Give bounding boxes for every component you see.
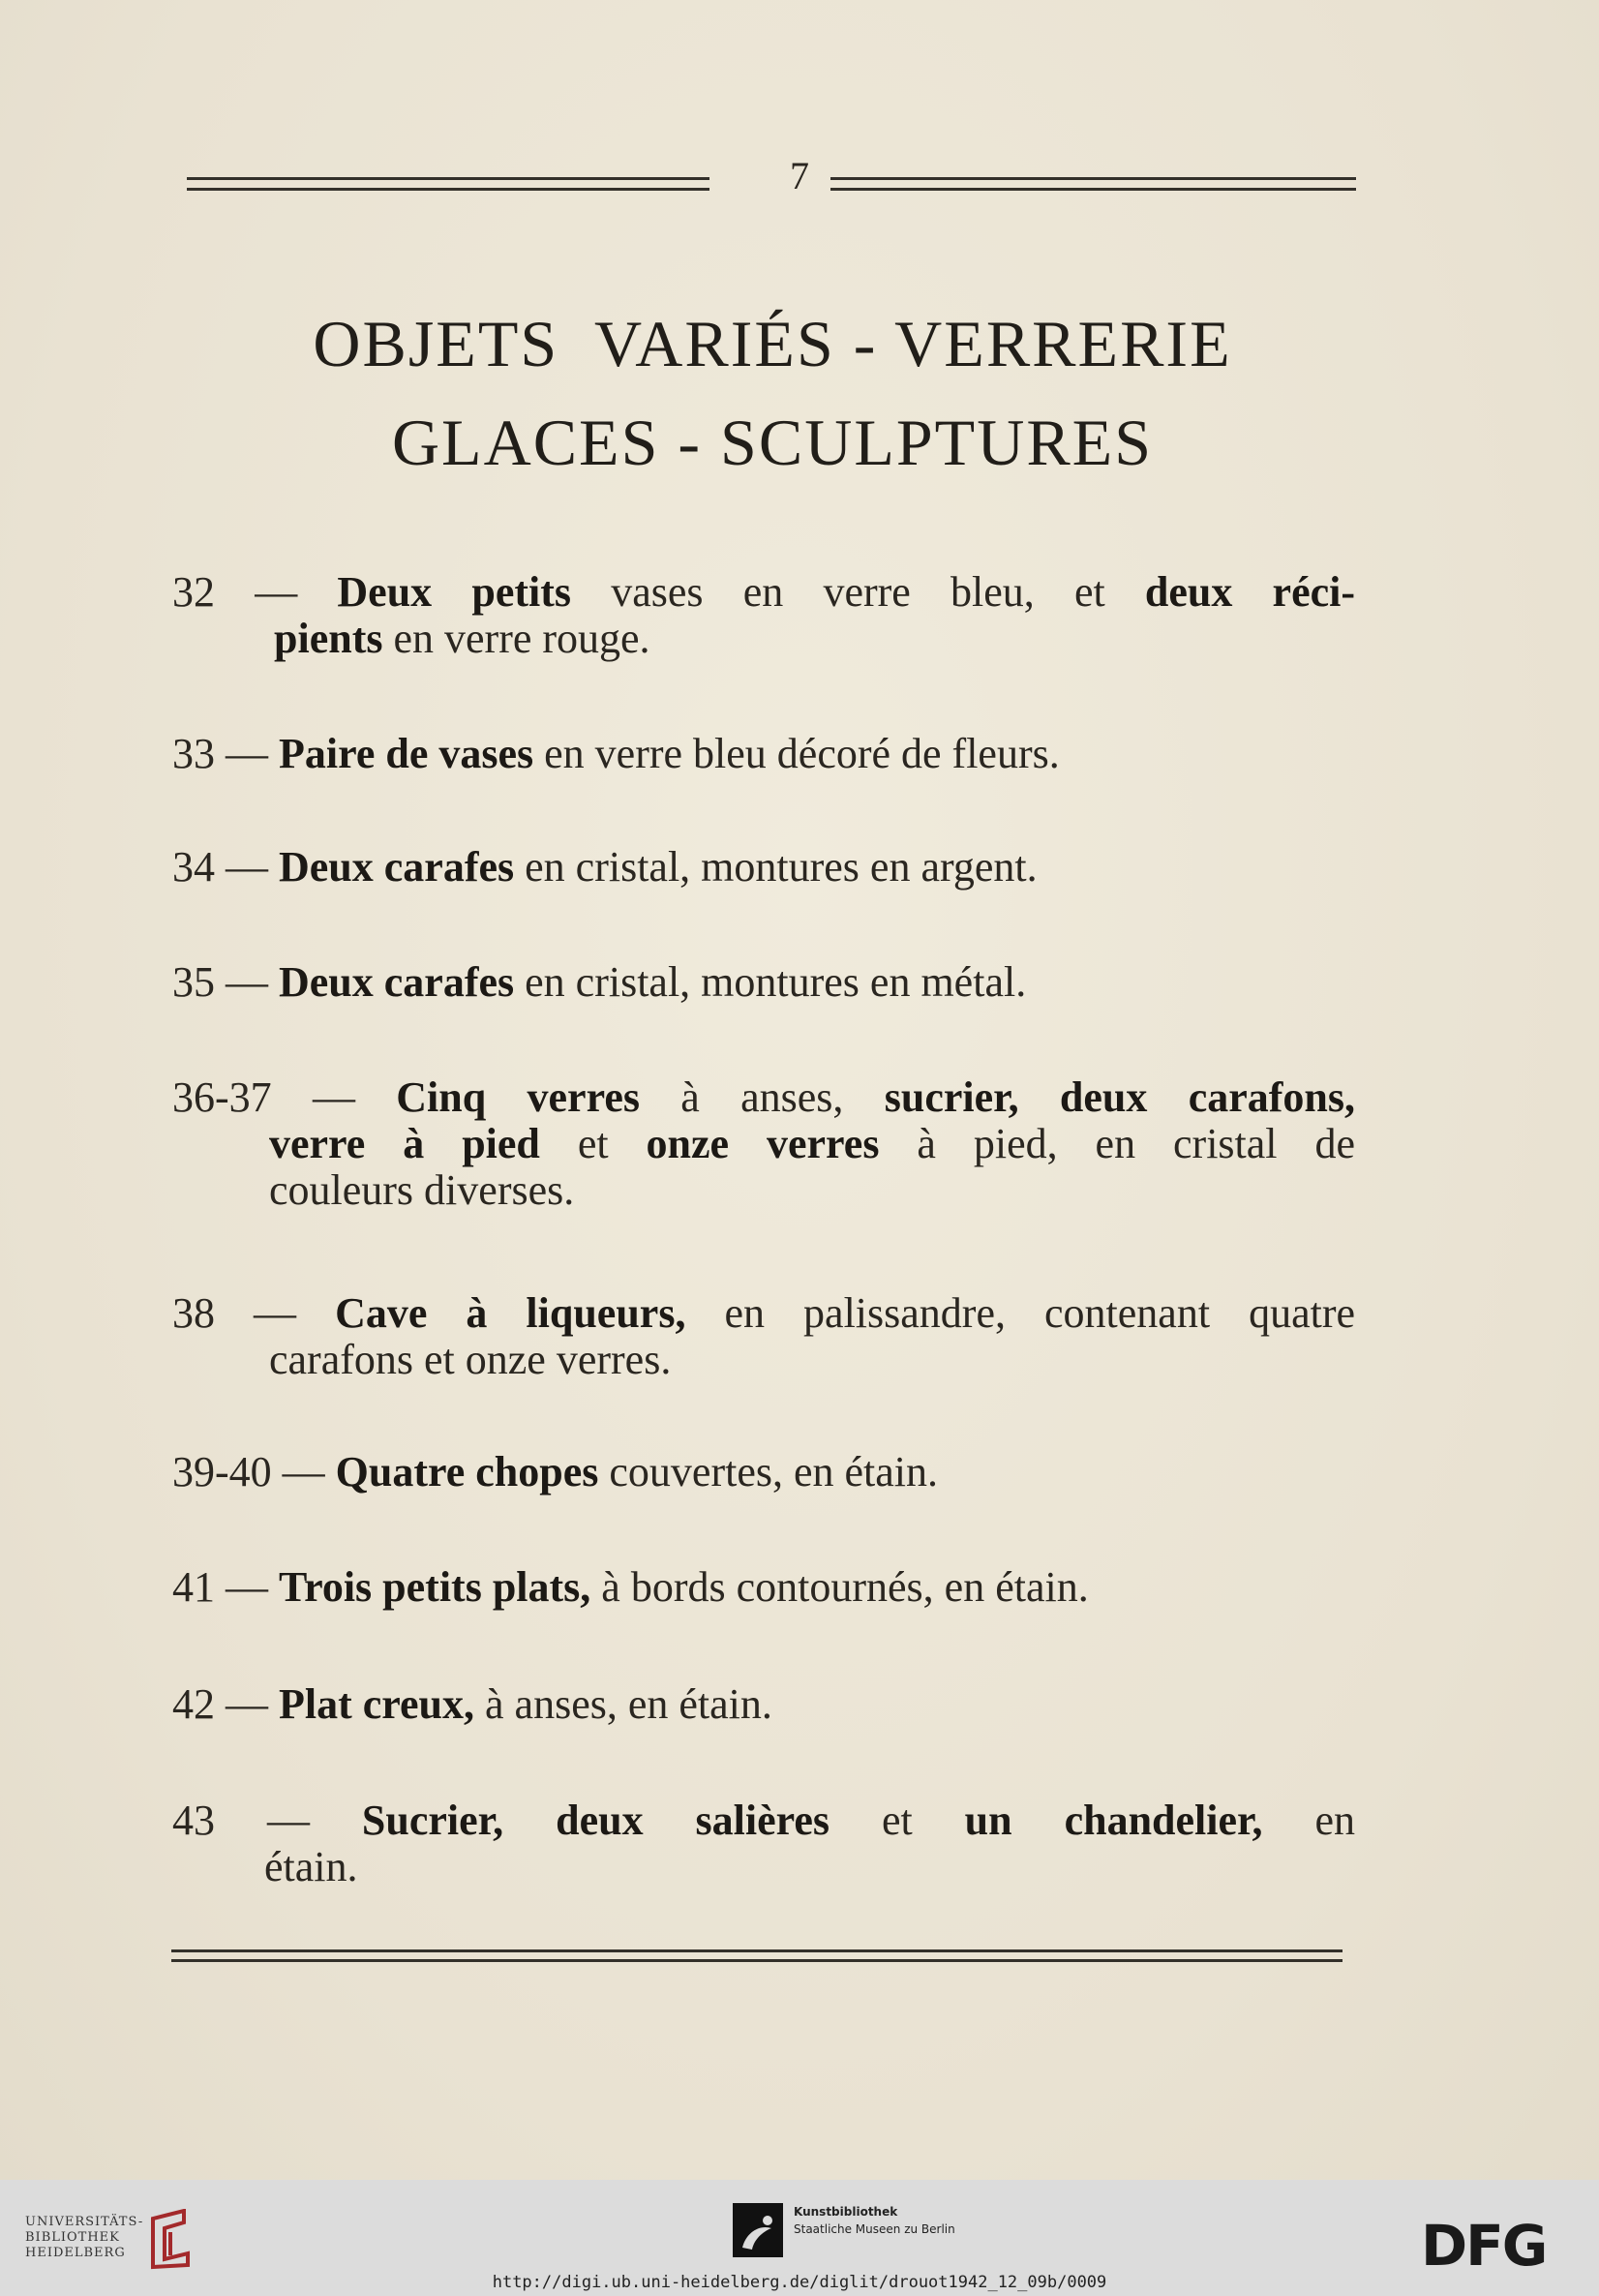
section-title-line-1: OBJETS VARIÉS - VERRERIE bbox=[313, 307, 1232, 380]
lot-entry-first-line bbox=[172, 1798, 1355, 1844]
lot-number: 41 bbox=[172, 1563, 215, 1611]
university-library-logo-icon bbox=[145, 2209, 194, 2273]
lot-entry-first-line bbox=[172, 1074, 1355, 1121]
digitization-footer bbox=[0, 2180, 1599, 2296]
lot-number: 33 bbox=[172, 730, 215, 777]
lot-entry bbox=[172, 731, 1355, 777]
lot-description: étain. bbox=[264, 1843, 358, 1890]
lot-object-name: onze verres bbox=[646, 1120, 880, 1167]
kunstbibliothek-logo-icon bbox=[733, 2203, 783, 2257]
lot-object-name: deux réci- bbox=[1144, 568, 1356, 616]
lot-description: en bbox=[1262, 1797, 1355, 1844]
kunstbibliothek-name bbox=[794, 2203, 955, 2238]
lot-number: 36-37 bbox=[172, 1073, 272, 1121]
lot-description: à bords contournés, en étain. bbox=[590, 1563, 1089, 1611]
lot-number: 32 bbox=[172, 568, 215, 616]
lot-entry bbox=[172, 1798, 1355, 1890]
lot-entry-first-line bbox=[172, 731, 1355, 777]
lot-entry-continuation-line bbox=[269, 1167, 1355, 1214]
lot-object-name: un chandelier, bbox=[964, 1797, 1263, 1844]
lot-description: à pied, en cristal de bbox=[879, 1120, 1355, 1167]
lot-entry bbox=[172, 1290, 1355, 1383]
lot-description: en verre bleu décoré de fleurs. bbox=[533, 730, 1060, 777]
lot-description: carafons et onze verres. bbox=[269, 1336, 672, 1383]
lot-entry bbox=[172, 569, 1355, 662]
lot-entry bbox=[172, 1564, 1355, 1611]
lot-object-name: Paire de vases bbox=[279, 730, 534, 777]
lot-description: — bbox=[226, 730, 279, 777]
lot-entry-first-line bbox=[172, 569, 1355, 616]
lot-object-name: Plat creux, bbox=[279, 1680, 475, 1728]
lot-object-name: Cave à liqueurs, bbox=[335, 1289, 686, 1337]
lot-entry bbox=[172, 1074, 1355, 1214]
lot-entry-first-line bbox=[172, 1681, 1355, 1728]
lot-entry bbox=[172, 1449, 1355, 1495]
university-library-name bbox=[25, 2215, 143, 2261]
lot-description: — bbox=[226, 843, 279, 891]
top-rule-right bbox=[830, 177, 1356, 191]
lot-description: en palissandre, contenant quatre bbox=[685, 1289, 1356, 1337]
permalink-url[interactable]: http://digi.ub.uni-heidelberg.de/diglit/drouot1942_12_09b/0009 bbox=[492, 2273, 1107, 2292]
lot-entry-continuation-line bbox=[269, 1337, 1355, 1383]
lot-description: en verre rouge. bbox=[382, 615, 650, 662]
section-title-line-2: GLACES - SCULPTURES bbox=[391, 406, 1154, 479]
university-name-line-3: HEIDELBERG bbox=[25, 2246, 126, 2260]
lot-entry-continuation-line bbox=[274, 616, 1355, 662]
lot-description: à anses, en étain. bbox=[474, 1680, 772, 1728]
lot-entry-continuation-line bbox=[269, 1121, 1355, 1167]
lot-description: en cristal, montures en métal. bbox=[514, 958, 1027, 1006]
lot-description: — bbox=[282, 1448, 336, 1495]
lot-object-name: Trois petits plats, bbox=[279, 1563, 591, 1611]
lot-description: en cristal, montures en argent. bbox=[514, 843, 1038, 891]
lot-description: — bbox=[255, 568, 338, 616]
lot-description: couvertes, en étain. bbox=[598, 1448, 939, 1495]
lot-entry-first-line bbox=[172, 1564, 1355, 1611]
lot-object-name: verre à pied bbox=[269, 1120, 540, 1167]
lot-object-name: Quatre chopes bbox=[335, 1448, 599, 1495]
lot-entry-first-line bbox=[172, 1290, 1355, 1337]
lot-object-name: Sucrier, deux salières bbox=[361, 1797, 830, 1844]
lot-description: et bbox=[539, 1120, 647, 1167]
page-number: 7 bbox=[790, 154, 809, 197]
kunstbibliothek-title: Kunstbibliothek bbox=[794, 2205, 898, 2219]
lot-object-name: Cinq verres bbox=[396, 1073, 640, 1121]
lot-description: — bbox=[226, 958, 279, 1006]
lot-entry bbox=[172, 844, 1355, 891]
lot-entry bbox=[172, 959, 1355, 1006]
lot-number: 35 bbox=[172, 958, 215, 1006]
lot-description: — bbox=[266, 1797, 362, 1844]
lot-description: — bbox=[312, 1073, 397, 1121]
dfg-logo: DFG bbox=[1421, 2213, 1547, 2279]
lot-description: — bbox=[226, 1563, 279, 1611]
lot-entry bbox=[172, 1681, 1355, 1728]
lot-entry-first-line bbox=[172, 844, 1355, 891]
lot-description: et bbox=[830, 1797, 965, 1844]
lot-number: 38 bbox=[172, 1289, 215, 1337]
lot-object-name: Deux petits bbox=[337, 568, 612, 616]
lot-number: 34 bbox=[172, 843, 215, 891]
university-name-line-2: BIBLIOTHEK bbox=[25, 2230, 120, 2245]
lot-description: — bbox=[254, 1289, 336, 1337]
lot-description: — bbox=[226, 1680, 279, 1728]
university-name-line-1: UNIVERSITÄTS- bbox=[25, 2215, 144, 2229]
lot-description: vases bbox=[611, 568, 704, 616]
lot-object-name: pients bbox=[274, 615, 383, 662]
lot-entry-continuation-line bbox=[264, 1844, 1355, 1890]
bottom-rule bbox=[171, 1949, 1343, 1962]
lot-number: 43 bbox=[172, 1797, 215, 1844]
lot-number: 42 bbox=[172, 1680, 215, 1728]
kunstbibliothek-subtitle: Staatliche Museen zu Berlin bbox=[794, 2222, 955, 2236]
lot-description: à anses, bbox=[639, 1073, 885, 1121]
lot-object-name: Deux carafes bbox=[279, 843, 515, 891]
lot-entry-first-line bbox=[172, 1449, 1355, 1495]
lot-object-name: Deux carafes bbox=[279, 958, 515, 1006]
lot-description: en verre bleu, et bbox=[703, 568, 1145, 616]
lot-description: couleurs diverses. bbox=[269, 1166, 575, 1214]
lot-object-name: sucrier, deux carafons, bbox=[884, 1073, 1356, 1121]
lot-number: 39-40 bbox=[172, 1448, 272, 1495]
lot-entry-first-line bbox=[172, 959, 1355, 1006]
